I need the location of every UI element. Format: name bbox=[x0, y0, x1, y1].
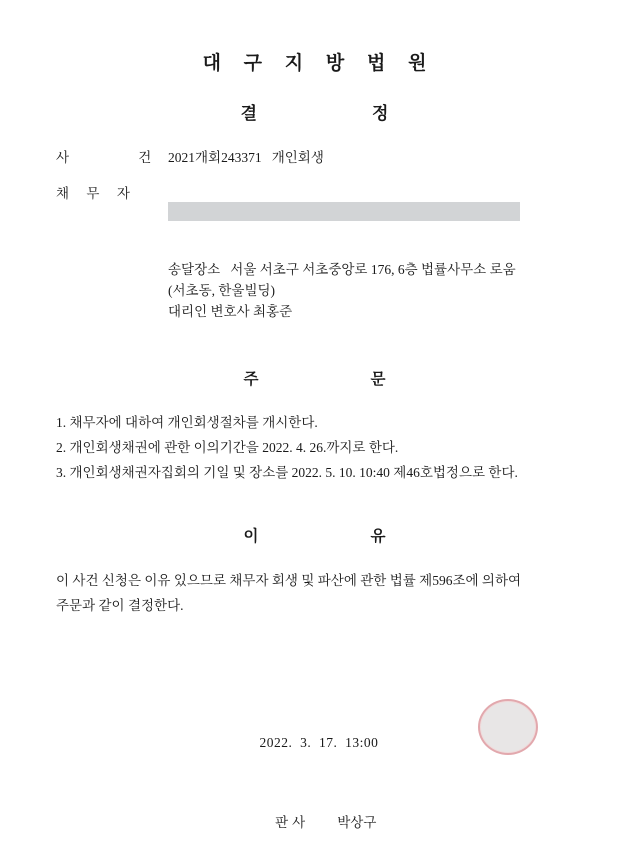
document-page bbox=[0, 48, 638, 830]
reason-heading: 이 유 bbox=[243, 527, 395, 545]
main-text-item-1: 1. 채무자에 대하여 개인회생절차를 개시한다. bbox=[56, 414, 318, 430]
service-address-line-1: 송달장소 서울 서초구 서초중앙로 176, 6층 법률사무소 로움 bbox=[168, 262, 516, 277]
main-text-list bbox=[56, 411, 582, 486]
reason-line-2: 주문과 같이 결정한다. bbox=[56, 598, 184, 614]
main-text-item-2: 2. 개인회생채권에 관한 이의기간을 2022. 4. 26.까지로 한다. bbox=[56, 439, 399, 455]
reason-line-1: 이 사건 신청은 이유 있으므로 채무자 회생 및 파산에 관한 법률 제596조에 의하여 bbox=[56, 572, 522, 588]
main-text-heading: 주 문 bbox=[243, 370, 395, 388]
judge-label: 판사 bbox=[275, 814, 310, 830]
debtor-row bbox=[56, 182, 582, 234]
case-number-row bbox=[56, 146, 582, 166]
case-number-label: 사 건 bbox=[56, 150, 159, 165]
decision-date: 2022. 3. 17. 13:00 bbox=[259, 734, 379, 750]
court-seal-icon bbox=[478, 699, 538, 755]
case-number-value: 2021개회243371 개인회생 bbox=[168, 150, 324, 165]
judge-line bbox=[56, 795, 582, 847]
court-title: 대 구 지 방 법 원 bbox=[202, 53, 436, 74]
document-type-heading: 결 정 bbox=[240, 104, 398, 123]
service-address-block bbox=[168, 260, 582, 323]
reason-body bbox=[56, 568, 582, 619]
attorney-line: 대리인 변호사 최홍준 bbox=[168, 303, 293, 319]
main-text-item-3: 3. 개인회생채권자집회의 기일 및 장소를 2022. 5. 10. 10:40 제46호법정으로 한다. bbox=[56, 464, 518, 480]
judge-name: 박상구 bbox=[337, 814, 377, 830]
redaction-block-debtor-address bbox=[168, 202, 520, 221]
service-address-line-2: (서초동, 한울빌딩) bbox=[168, 282, 276, 298]
debtor-label: 채 무 자 bbox=[56, 186, 137, 201]
